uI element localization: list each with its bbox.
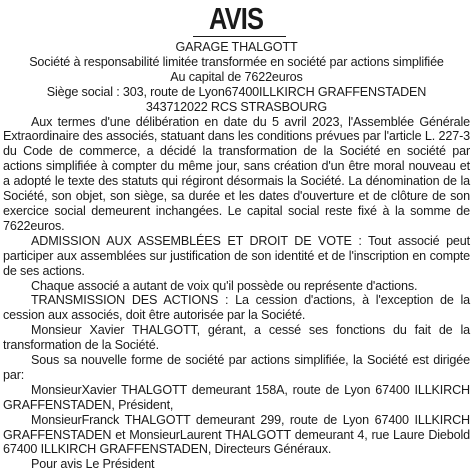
paragraph-deliberation: Aux termes d'une délibération en date du 5 avril 2023, l'Assemblée Générale Extraordinaire des associés, statuant dans les conditions prévues par l'article L. 227-3 du Code de commerce, a décidé la transformation de la Société en société par actions simplifiée à compter du même jour, sans création d'un être moral nouveau et a adopté le texte des statuts qui régiront désormais la Société. La dénomination de la Société, son objet, son siège, sa durée et les dates d'ouverture et de clôture de son exercice social demeurent inchangées. Le capital social reste fixé à la somme de 7622euros. (3, 114, 470, 233)
paragraph-admission: ADMISSION AUX ASSEMBLÉES ET DROIT DE VOTE : Tout associé peut participer aux assemblées sur justification de son identité et de l'inscription en compte de ses actions. (3, 233, 470, 278)
company-registration: 343712022 RCS STRASBOURG (145, 99, 328, 114)
company-capital: Au capital de 7622euros (170, 69, 303, 84)
notice-body (3, 115, 470, 472)
paragraph-directors: MonsieurFranck THALGOTT demeurant 299, route de Lyon 67400 ILLKIRCH GRAFFENSTADEN et MonsieurLaurent THALGOTT demeurant 4, rue Laure Diebold 67400 ILLKIRCH GRAFFENSTADEN, Directeurs Généraux. (3, 412, 470, 457)
notice-title: AVIS (209, 1, 264, 36)
paragraph-former-manager: Monsieur Xavier THALGOTT, gérant, a cessé ses fonctions du fait de la transformation de la Société. (3, 323, 470, 353)
paragraph-signature: Pour avis Le Président (31, 457, 155, 472)
paragraph-president: MonsieurXavier THALGOTT demeurant 158A, route de Lyon 67400 ILLKIRCH GRAFFENSTADEN, Président, (3, 382, 470, 412)
company-header (3, 40, 470, 115)
paragraph-transmission: TRANSMISSION DES ACTIONS : La cession d'actions, à l'exception de la cession aux associés, doit être autorisée par la Société. (3, 293, 470, 323)
title-block (3, 0, 470, 40)
paragraph-votes: Chaque associé a autant de voix qu'il possède ou représente d'actions. (31, 278, 418, 293)
company-name: GARAGE THALGOTT (175, 40, 298, 54)
company-headquarters: Siège social : 303, route de Lyon67400ILLKIRCH GRAFFENSTADEN (46, 84, 427, 99)
title-underline (193, 36, 286, 37)
paragraph-new-management: Sous sa nouvelle forme de société par actions simplifiée, la Société est dirigée par: (3, 353, 470, 382)
company-form: Société à responsabilité limitée transformée en société par actions simplifiée (29, 54, 444, 69)
